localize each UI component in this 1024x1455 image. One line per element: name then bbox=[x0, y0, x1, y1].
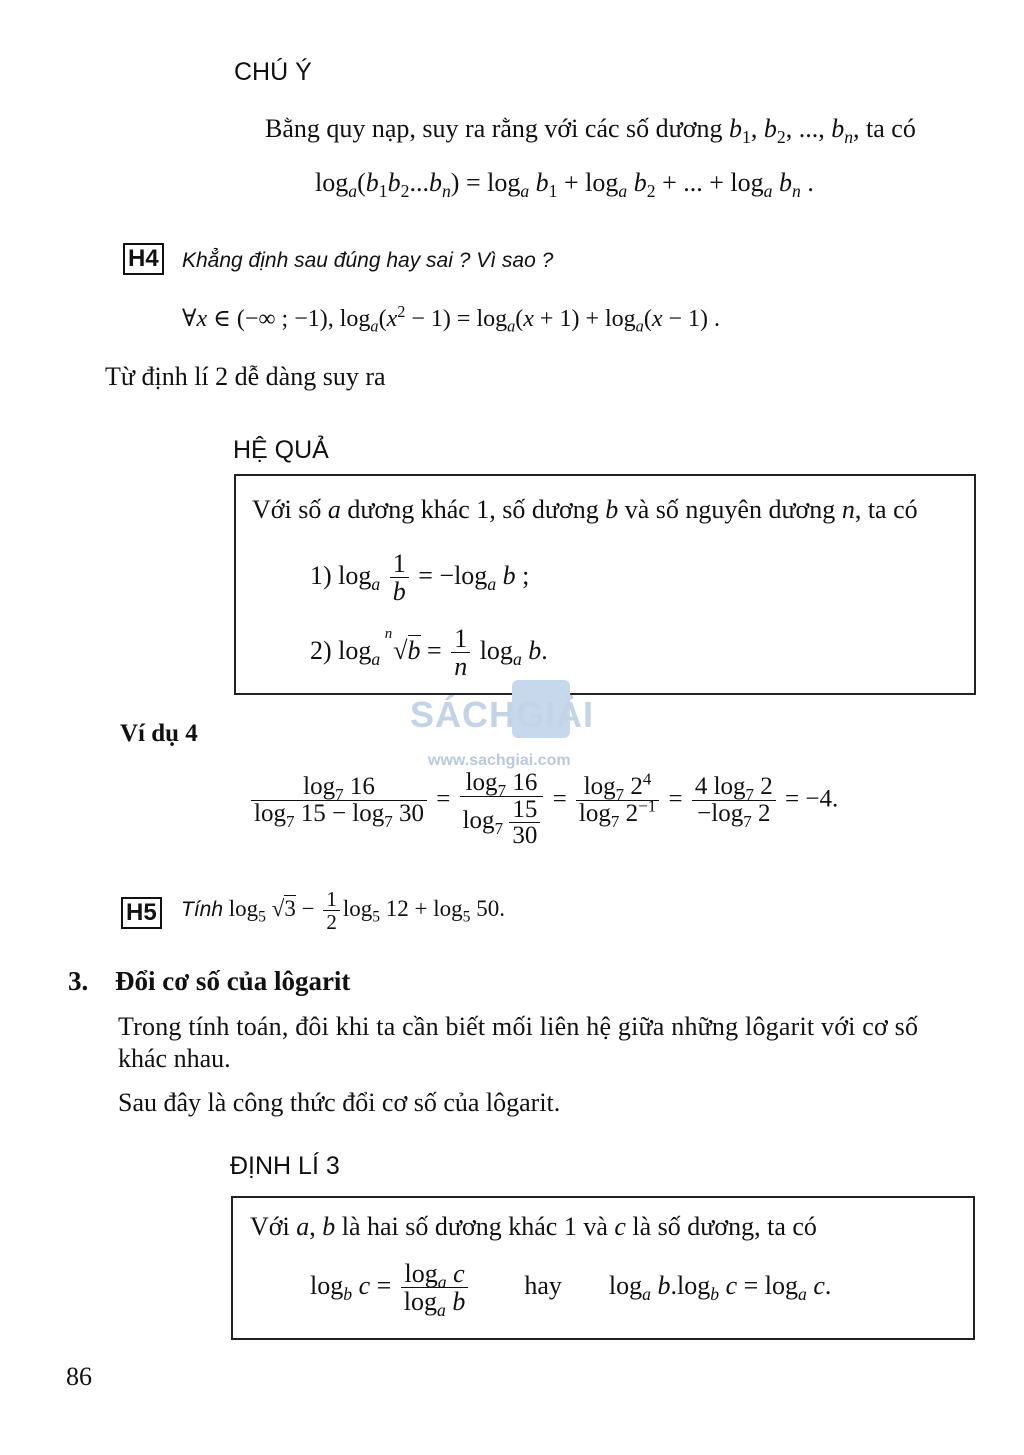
section-3-para-1: Trong tính toán, đôi khi ta cần biết mối liên hệ giữa những lôgarit với cơ số bbox=[118, 1012, 919, 1041]
h4-question: Khẳng định sau đúng hay sai ? Vì sao ? bbox=[182, 249, 554, 272]
note-heading: CHÚ Ý bbox=[234, 58, 312, 86]
note-text-body: Bằng quy nạp, suy ra rằng với các số dương bbox=[265, 114, 723, 143]
theorem-3-formula: $\log_b c$ = $\frac{\log_a c}{\log_a b}$ hay $\log_a b.\log_b$ $c = \log_a c$. bbox=[310, 1259, 832, 1321]
example-4-heading: Ví dụ 4 bbox=[120, 720, 198, 747]
h4-formula: ∀x ∈ (−∞ ; −1), $\log_a(x^2 - 1) = \log_a(x + 1) + \log_a(x - 1)$ . bbox=[182, 302, 720, 336]
h5-expression: Tính $\log_5 √3$ − $\frac{1}{2}$ $\log_5 12 + \log_5 50$. bbox=[181, 887, 505, 935]
h5-text: Tính bbox=[181, 897, 224, 921]
corollary-intro-c: và số nguyên dương bbox=[624, 495, 836, 524]
corollary-heading: HỆ QUẢ bbox=[233, 436, 329, 464]
watermark bbox=[410, 690, 620, 780]
note-vars: $b_1$, $b_2$, ..., $b_n$, bbox=[729, 114, 860, 148]
theorem-intro-b: là hai số dương khác 1 và bbox=[341, 1212, 608, 1241]
theorem-intro-a: Với bbox=[250, 1212, 290, 1241]
theorem-intro-c: là số dương, ta có bbox=[632, 1212, 817, 1241]
corollary-intro: Với số a dương khác 1, số dương b và số nguyên dương n, ta có bbox=[252, 495, 918, 524]
h4-label: H4 bbox=[123, 243, 164, 275]
corollary-intro-d: , ta có bbox=[854, 495, 918, 524]
watermark-brand: SÁCHGIẢI bbox=[410, 694, 595, 735]
h5-label: H5 bbox=[121, 897, 162, 929]
theorem-hay: hay bbox=[524, 1270, 562, 1300]
corollary-intro-b: dương khác 1, số dương bbox=[347, 495, 599, 524]
corollary-item-1: 1) $\log_a$ $\frac{1}{b}$ = $-\log_a$ b ; bbox=[310, 549, 530, 607]
section-3-number: 3. bbox=[68, 966, 89, 996]
intro-corollary: Từ định lí 2 dễ dàng suy ra bbox=[105, 362, 386, 391]
section-3-para-2: Sau đây là công thức đổi cơ số của lôgarit. bbox=[118, 1088, 561, 1117]
item1-label: 1) bbox=[310, 560, 332, 590]
watermark-url: www.sachgiai.com bbox=[428, 752, 571, 769]
section-3-para-1b: khác nhau. bbox=[118, 1044, 231, 1073]
note-text bbox=[265, 114, 916, 148]
example-4-formula: $\frac{\log_7 16}{\log_7 15 - \log_7 30}$ = $\log_7 16$ $\log_7$ $\frac{15}{30}$ = $\frac{\log_7 2^4}{\log_7 2^{-1}}$ = $\frac{4 \log_7 2}{-\log_7 2}$ = −4. bbox=[248, 770, 838, 848]
item2-label: 2) bbox=[310, 635, 332, 665]
theorem-3-heading: ĐỊNH LÍ 3 bbox=[230, 1152, 340, 1180]
section-3-title: Đổi cơ số của lôgarit bbox=[115, 966, 351, 996]
corollary-item-2: 2) $\log_a$ n √b = $\frac{1}{n}$ $\log_a b$. bbox=[310, 624, 548, 682]
note-text-tail: ta có bbox=[866, 114, 916, 143]
note-formula: $\log_a(b_1b_2...b_n) = \log_a b_1 + \log_a b_2$ + ... + $\log_a b_n$ . bbox=[315, 168, 814, 202]
theorem-3-intro: Với a, b là hai số dương khác 1 và c là số dương, ta có bbox=[250, 1212, 817, 1241]
page-number: 86 bbox=[66, 1362, 92, 1391]
corollary-intro-a: Với số bbox=[252, 495, 322, 524]
